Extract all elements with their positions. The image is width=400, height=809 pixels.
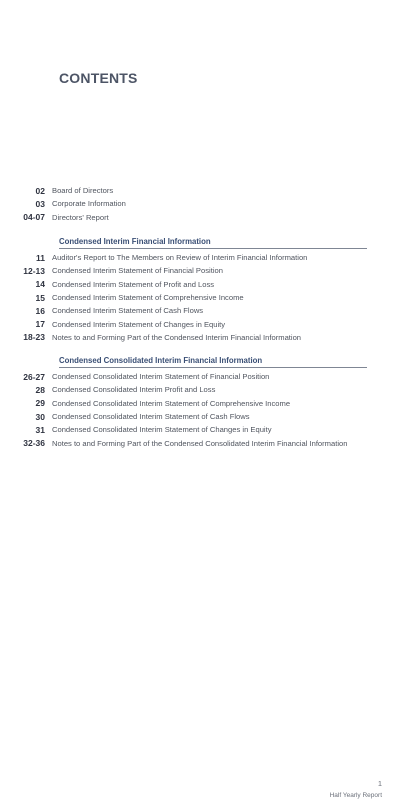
- toc-entry-title: Condensed Consolidated Interim Statement of Changes in Equity: [52, 425, 272, 435]
- toc-entry[interactable]: [0, 291, 400, 304]
- toc-page-number: 31: [35, 424, 45, 435]
- toc-entry[interactable]: [0, 211, 400, 224]
- toc-section-interim: [0, 237, 400, 344]
- toc-entry-title: Condensed Consolidated Interim Statement of Comprehensive Income: [52, 398, 291, 408]
- toc-section-consolidated: [0, 356, 400, 450]
- page-title: CONTENTS: [59, 70, 138, 86]
- toc-entry[interactable]: [0, 397, 400, 410]
- toc-entry-title: Condensed Consolidated Interim Statement of Financial Position: [52, 372, 270, 382]
- toc-page-number: 29: [35, 398, 45, 409]
- toc-entry-title: Directors' Report: [52, 212, 109, 222]
- toc-page-number: 02: [35, 185, 45, 196]
- toc-entry[interactable]: [0, 317, 400, 330]
- toc-page-number: 17: [35, 319, 45, 330]
- toc-page-number: 12-13: [23, 265, 45, 276]
- toc-entry-title: Condensed Consolidated Interim Statement of Cash Flows: [52, 412, 250, 422]
- toc-page-number: 28: [35, 384, 45, 395]
- toc-page-number: 26-27: [23, 371, 45, 382]
- footer-label: Half Yearly Report: [329, 792, 382, 799]
- toc-entry-title: Condensed Interim Statement of Cash Flows: [52, 306, 204, 316]
- toc-page-number: 32-36: [23, 438, 45, 449]
- toc-entry[interactable]: [0, 197, 400, 210]
- toc-entry[interactable]: [0, 264, 400, 277]
- toc-page-number: 11: [36, 252, 45, 263]
- page-number: 1: [377, 779, 382, 788]
- toc-entry-title: Condensed Interim Statement of Comprehensive Income: [52, 293, 244, 303]
- toc-page-number: 14: [35, 279, 45, 290]
- toc-entry-title: Corporate Information: [52, 199, 126, 209]
- toc-general: [0, 184, 400, 224]
- toc-page-number: 18-23: [23, 332, 45, 343]
- toc-page-number: 04-07: [23, 212, 45, 223]
- toc-page-number: 15: [35, 292, 45, 303]
- toc-page-number: 03: [35, 198, 45, 209]
- section-heading: Condensed Interim Financial Information: [59, 237, 367, 249]
- toc-entry-title: Auditor's Report to The Members on Review of Interim Financial Information: [52, 253, 308, 263]
- toc-entry[interactable]: [0, 304, 400, 317]
- toc-entry[interactable]: [0, 410, 400, 423]
- toc-entry[interactable]: [0, 423, 400, 436]
- toc-entry-title: Condensed Consolidated Interim Profit and Loss: [52, 385, 216, 395]
- toc-entry[interactable]: [0, 383, 400, 396]
- toc-entry[interactable]: [0, 436, 400, 449]
- toc-entry-title: Condensed Interim Statement of Changes in Equity: [52, 319, 226, 329]
- toc-entry[interactable]: [0, 331, 400, 344]
- toc-entry[interactable]: [0, 251, 400, 264]
- toc-entry-title: Condensed Interim Statement of Profit and Loss: [52, 279, 215, 289]
- toc-entry-title: Condensed Interim Statement of Financial Position: [52, 266, 223, 276]
- toc-entry-title: Notes to and Forming Part of the Condensed Interim Financial Information: [52, 332, 302, 342]
- toc-entry-title: Board of Directors: [52, 186, 114, 196]
- section-heading: Condensed Consolidated Interim Financial Information: [59, 356, 367, 368]
- toc-entry[interactable]: [0, 184, 400, 197]
- toc-entry[interactable]: [0, 278, 400, 291]
- toc-page-number: 16: [35, 305, 45, 316]
- toc-entry-title: Notes to and Forming Part of the Condensed Consolidated Interim Financial Information: [52, 438, 348, 448]
- toc-entry[interactable]: [0, 370, 400, 383]
- toc-page-number: 30: [35, 411, 45, 422]
